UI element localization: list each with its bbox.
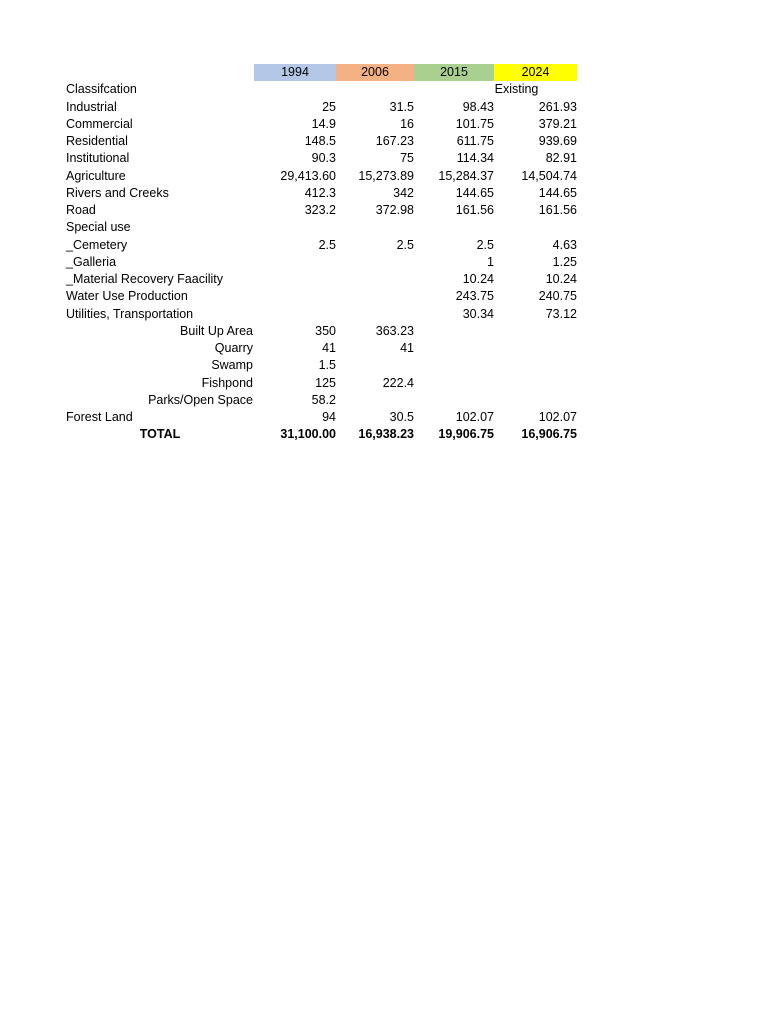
table-row bbox=[0, 202, 768, 219]
table-row bbox=[0, 237, 768, 254]
value-cell: 161.56 bbox=[455, 203, 494, 217]
value-cell: 240.75 bbox=[538, 289, 577, 304]
value-cell: 611.75 bbox=[456, 134, 494, 148]
table-row bbox=[0, 133, 768, 150]
table-row bbox=[0, 306, 768, 323]
value-cell: 342 bbox=[393, 185, 414, 200]
classification-row bbox=[0, 81, 768, 98]
value-cell: 148.5 bbox=[304, 134, 336, 148]
value-cell: 161.56 bbox=[538, 203, 577, 217]
value-cell: 10.24 bbox=[545, 272, 577, 286]
value-cell: 412.3 bbox=[304, 185, 336, 200]
row-label: Industrial bbox=[66, 99, 117, 114]
value-cell: 114.34 bbox=[456, 151, 494, 166]
row-label: Rivers and Creeks bbox=[66, 185, 169, 200]
row-label: Forest Land bbox=[66, 410, 133, 424]
value-cell: 144.65 bbox=[455, 185, 494, 200]
value-cell: 16 bbox=[400, 116, 414, 131]
value-cell: 350 bbox=[315, 323, 336, 338]
value-cell: 25 bbox=[322, 99, 336, 114]
total-row bbox=[0, 426, 768, 443]
classification-label: Classifcation bbox=[66, 82, 137, 97]
value-cell: 2.5 bbox=[476, 237, 494, 252]
value-cell: 30.34 bbox=[462, 306, 494, 321]
row-label: _Galleria bbox=[66, 254, 117, 269]
year-header-cell: 1994 bbox=[254, 64, 336, 81]
value-cell: 10.24 bbox=[462, 272, 494, 286]
value-cell: 4.63 bbox=[552, 237, 577, 252]
table-row bbox=[0, 254, 768, 271]
total-value-cell: 19,906.75 bbox=[438, 427, 494, 442]
value-cell bbox=[254, 219, 336, 236]
value-cell: 31.5 bbox=[389, 99, 414, 114]
table-row bbox=[0, 357, 768, 374]
row-label: _Cemetery bbox=[66, 237, 128, 252]
table-row bbox=[0, 185, 768, 202]
table-row bbox=[0, 99, 768, 116]
row-label: Commercial bbox=[66, 116, 133, 131]
value-cell: 98.43 bbox=[462, 99, 494, 114]
value-cell bbox=[336, 254, 414, 271]
value-cell: 363.23 bbox=[375, 323, 414, 338]
row-label: Parks/Open Space bbox=[148, 392, 253, 407]
value-cell: 102.07 bbox=[455, 410, 494, 424]
value-cell bbox=[494, 219, 577, 236]
value-cell: 167.23 bbox=[375, 134, 414, 148]
table-row bbox=[0, 219, 768, 236]
value-cell: 41 bbox=[400, 341, 414, 355]
year-header-row bbox=[0, 64, 768, 81]
value-cell: 82.91 bbox=[545, 151, 577, 166]
value-cell bbox=[414, 219, 494, 236]
year-header-cell: 2015 bbox=[414, 64, 494, 81]
value-cell bbox=[336, 392, 414, 409]
total-value-cell: 16,938.23 bbox=[358, 427, 414, 442]
value-cell bbox=[494, 323, 577, 340]
row-label: Agriculture bbox=[66, 168, 126, 183]
total-value-cell: 31,100.00 bbox=[280, 427, 336, 442]
value-cell: 261.93 bbox=[538, 99, 577, 114]
value-cell: 15,273.89 bbox=[358, 168, 414, 183]
table-row bbox=[0, 323, 768, 340]
table-row bbox=[0, 375, 768, 392]
table-row bbox=[0, 168, 768, 185]
value-cell: 939.69 bbox=[538, 134, 577, 148]
table-row bbox=[0, 340, 768, 357]
row-label: Fishpond bbox=[201, 375, 253, 390]
existing-label: Existing bbox=[494, 82, 539, 97]
value-cell bbox=[414, 357, 494, 374]
value-cell: 372.98 bbox=[375, 203, 414, 217]
value-cell: 1.5 bbox=[318, 358, 336, 373]
row-label: Special use bbox=[66, 220, 131, 235]
value-cell bbox=[494, 375, 577, 392]
value-cell: 102.07 bbox=[538, 410, 577, 424]
value-cell: 2.5 bbox=[318, 237, 336, 252]
row-label: Water Use Production bbox=[66, 289, 188, 304]
row-label: Residential bbox=[66, 134, 128, 148]
row-label: Utilities, Transportation bbox=[66, 306, 194, 321]
value-cell: 30.5 bbox=[389, 410, 414, 424]
value-cell: 94 bbox=[322, 410, 336, 424]
value-cell bbox=[494, 392, 577, 409]
value-cell bbox=[414, 323, 494, 340]
value-cell: 90.3 bbox=[311, 151, 336, 166]
value-cell: 222.4 bbox=[382, 375, 414, 390]
value-cell: 73.12 bbox=[545, 306, 577, 321]
row-label: Quarry bbox=[214, 341, 253, 355]
year-header-cell: 2024 bbox=[494, 64, 577, 81]
value-cell: 2.5 bbox=[396, 237, 414, 252]
row-label: Road bbox=[66, 203, 96, 217]
value-cell: 379.21 bbox=[538, 116, 577, 131]
row-label: Swamp bbox=[211, 358, 253, 373]
value-cell bbox=[336, 219, 414, 236]
value-cell: 101.75 bbox=[455, 116, 494, 131]
value-cell bbox=[414, 375, 494, 392]
value-cell bbox=[254, 288, 336, 305]
value-cell: 323.2 bbox=[304, 203, 336, 217]
table-row bbox=[0, 150, 768, 167]
value-cell: 41 bbox=[322, 341, 336, 355]
value-cell bbox=[414, 340, 494, 357]
table-row bbox=[0, 409, 768, 426]
value-cell bbox=[414, 392, 494, 409]
value-cell bbox=[494, 340, 577, 357]
value-cell bbox=[336, 271, 414, 288]
value-cell: 75 bbox=[400, 151, 414, 166]
value-cell: 1 bbox=[487, 254, 494, 269]
value-cell bbox=[336, 357, 414, 374]
row-label: _Material Recovery Faacility bbox=[66, 272, 223, 286]
total-label: TOTAL bbox=[139, 427, 181, 442]
value-cell: 144.65 bbox=[538, 185, 577, 200]
row-label: Built Up Area bbox=[180, 323, 253, 338]
value-cell: 58.2 bbox=[311, 392, 336, 407]
year-header-cell: 2006 bbox=[336, 64, 414, 81]
total-value-cell: 16,906.75 bbox=[521, 427, 577, 442]
row-label: Institutional bbox=[66, 151, 130, 166]
table-row bbox=[0, 116, 768, 133]
value-cell bbox=[336, 288, 414, 305]
value-cell: 14,504.74 bbox=[521, 168, 577, 183]
value-cell: 14.9 bbox=[311, 116, 336, 131]
table-row bbox=[0, 392, 768, 409]
value-cell bbox=[336, 306, 414, 323]
table-row bbox=[0, 288, 768, 305]
value-cell: 243.75 bbox=[455, 289, 494, 304]
value-cell bbox=[254, 254, 336, 271]
value-cell: 1.25 bbox=[552, 254, 577, 269]
value-cell bbox=[494, 357, 577, 374]
value-cell bbox=[254, 306, 336, 323]
value-cell: 15,284.37 bbox=[438, 168, 494, 183]
value-cell: 29,413.60 bbox=[280, 168, 336, 183]
value-cell bbox=[254, 271, 336, 288]
value-cell: 125 bbox=[315, 375, 336, 390]
table-row bbox=[0, 271, 768, 288]
